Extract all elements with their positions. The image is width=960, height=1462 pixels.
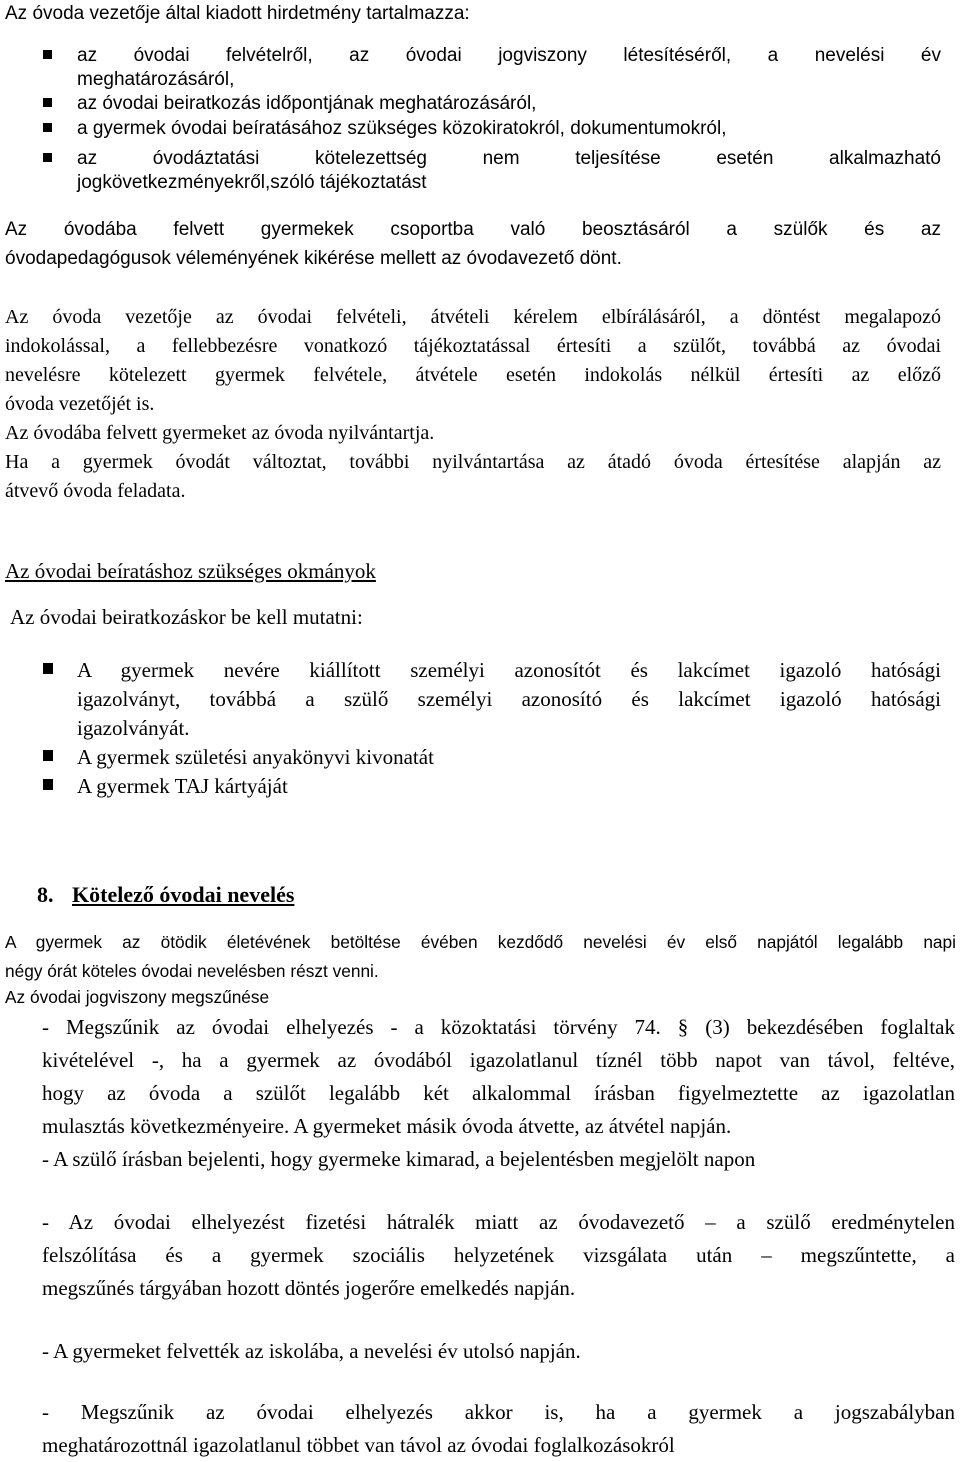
text-line: Ha a gyermek óvodát változtat, további nyilvántartása az átadó óvoda értesítése alapján az: [5, 451, 941, 473]
list-item-line: A gyermek születési anyakönyvi kivonatát: [77, 745, 434, 769]
documents-heading: Az óvodai beíratáshoz szükséges okmányok: [5, 559, 376, 583]
list-item: [0, 772, 941, 801]
list-item: [0, 117, 941, 147]
text-line: mulasztás következményeire. A gyermeket másik óvoda átvette, az átvétel napján.: [42, 1114, 732, 1138]
list-item-line: A gyermek TAJ kártyáját: [77, 774, 288, 798]
list-item-line: igazolványát.: [77, 716, 190, 740]
text-line: felszólítása és a gyermek szociális helyzetének vizsgálata után – megszűntette, a: [42, 1243, 955, 1267]
termination-item: - A gyermeket felvették az iskolába, a nevelési év utolsó napján.: [42, 1339, 581, 1363]
text-line: Az óvodába felvett gyermeket az óvoda nyilvántartja.: [5, 422, 435, 444]
text-line: - Az óvodai elhelyezést fizetési hátralék miatt az óvodavezető – a szülő eredménytelen: [42, 1210, 955, 1234]
text-line: nevelésre kötelezett gyermek felvétele, átvétele esetén indokolás nélkül értesíti az előző: [5, 364, 941, 386]
termination-item: [42, 1011, 955, 1176]
text-line: meghatározottnál igazolatlanul többet van távol az óvodai foglalkozásokról: [42, 1433, 675, 1457]
text-line: átvevő óvoda feladata.: [5, 480, 186, 502]
intro-paragraph-line: óvodapedagógusok véleményének kikérése mellett az óvodavezető dönt.: [5, 248, 622, 269]
list-item-line: az óvodai felvételről, az óvodai jogviszony létesítéséről, a nevelési év: [77, 45, 941, 66]
text-line: - A szülő írásban bejelenti, hogy gyermeke kimarad, a bejelentésben megjelölt napon: [42, 1147, 756, 1171]
text-line: A gyermek az ötödik életévének betöltése évében kezdődő nevelési év első napjától legalább napi: [5, 932, 956, 952]
list-item-line: meghatározásáról,: [77, 69, 235, 90]
square-bullet-icon: [43, 779, 53, 790]
list-item: [0, 92, 941, 117]
list-item: [0, 656, 941, 743]
text-line: Az óvoda vezetője az óvodai felvételi, átvételi kérelem elbírálásáról, a döntést megalapozó: [5, 306, 941, 328]
square-bullet-icon: [43, 153, 52, 162]
square-bullet-icon: [43, 750, 53, 761]
text-line: négy órát köteles óvodai nevelésben részt venni.: [5, 961, 379, 981]
text-line: - Megszűnik az óvodai elhelyezés akkor is, ha a gyermek a jogszabályban: [42, 1400, 955, 1424]
section8-paragraph: [5, 928, 956, 986]
section8-subheading: Az óvodai jogviszony megszűnése: [5, 987, 270, 1007]
termination-item: [42, 1396, 955, 1462]
list-item-line: igazolványt, továbbá a szülő személyi azonosító és lakcímet igazoló hatósági: [77, 687, 941, 711]
decision-paragraph: [5, 303, 941, 506]
text-line: indokolással, a fellebbezésre vonatkozó tájékoztatással értesíti a szülőt, továbbá az óvodai: [5, 335, 941, 357]
intro-bullet-list: [0, 44, 941, 195]
list-item-line: a gyermek óvodai beíratásához szükséges közokiratokról, dokumentumokról,: [77, 118, 727, 139]
list-item: [0, 743, 941, 772]
text-line: kivételével -, ha a gyermek az óvodából igazolatlanul tíznél több napot van távol, feltéve,: [42, 1048, 955, 1072]
documents-bullet-list: [0, 656, 941, 801]
intro-paragraph-line: Az óvodába felvett gyermekek csoportba való beosztásáról a szülők és az: [5, 219, 941, 240]
section-title: Kötelező óvodai nevelés: [72, 882, 295, 907]
square-bullet-icon: [43, 50, 52, 59]
text-line: megszűnés tárgyában hozott döntés jogerőre emelkedés napján.: [42, 1276, 576, 1300]
text-line: óvoda vezetőjét is.: [5, 393, 155, 415]
text-line: - Megszűnik az óvodai elhelyezés - a közoktatási törvény 74. § (3) bekezdésében foglaltak: [42, 1015, 955, 1039]
square-bullet-icon: [43, 663, 53, 674]
list-item-line: az óvodai beiratkozás időpontjának meghatározásáról,: [77, 93, 537, 114]
documents-intro: Az óvodai beiratkozáskor be kell mutatni:: [10, 605, 363, 629]
termination-item: [42, 1206, 955, 1305]
square-bullet-icon: [43, 123, 52, 132]
square-bullet-icon: [43, 98, 52, 107]
list-item: [0, 44, 941, 92]
text-line: hogy az óvoda a szülőt legalább két alkalommal írásban figyelmeztette az igazolatlan: [42, 1081, 955, 1105]
list-item-line: jogkövetkezményekről,szóló tájékoztatást: [77, 172, 427, 193]
section-number: 8.: [37, 882, 54, 907]
list-item-line: az óvodáztatási kötelezettség nem teljesítése esetén alkalmazható: [77, 148, 941, 169]
intro-heading: Az óvoda vezetője által kiadott hirdetmény tartalmazza:: [5, 3, 470, 24]
list-item-line: A gyermek nevére kiállított személyi azonosítót és lakcímet igazoló hatósági: [77, 658, 941, 682]
list-item: [0, 147, 941, 195]
